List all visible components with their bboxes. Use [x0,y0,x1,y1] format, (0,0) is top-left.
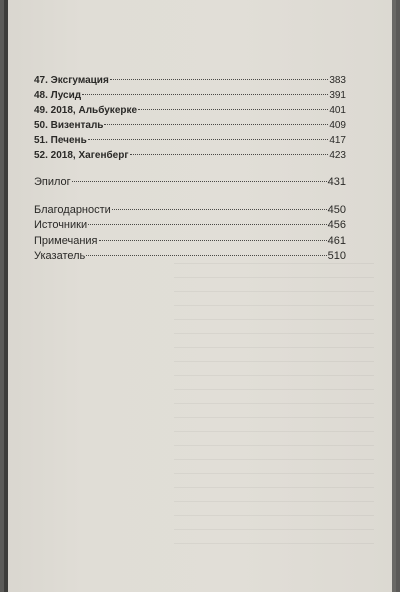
toc-entry-title: Источники [34,219,88,231]
toc-entry-title: Эпилог [34,176,71,188]
dot-leader [88,223,327,225]
toc-entry-title: 51. Печень [34,135,87,146]
toc-entry-title: 52. 2018, Хагенберг [34,150,129,161]
section-spacer [34,191,346,203]
toc-entry-page: 431 [327,176,346,188]
toc-entry-epilogue[interactable] [34,175,346,191]
toc-entry-title: 50. Визенталь [34,120,104,131]
toc-entry-title: 47. Эксгумация [34,75,109,86]
dot-leader [82,93,328,95]
dot-leader [112,208,327,210]
toc-entry-chapter-47[interactable] [34,73,346,88]
toc-entry-acknowledgements[interactable] [34,203,346,219]
toc-entry-chapter-50[interactable] [34,118,346,133]
show-through-text [174,250,374,550]
toc-entry-page: 450 [327,203,346,216]
toc-entry-page: 510 [327,250,346,262]
dot-leader [138,108,328,110]
toc-entry-page: 423 [329,150,346,161]
toc-entry-page: 391 [329,90,346,101]
toc-entry-page: 456 [327,219,346,231]
toc-entry-title: Благодарности [34,203,111,216]
toc-entry-notes[interactable] [34,234,346,250]
toc-entry-page: 417 [329,135,346,146]
book-page [4,0,396,592]
toc-entry-chapter-49[interactable] [34,103,346,118]
toc-entry-chapter-51[interactable] [34,133,346,148]
toc-entry-title: Примечания [34,234,98,247]
dot-leader [72,180,327,182]
table-of-contents [34,73,346,265]
toc-entry-title: Указатель [34,250,86,262]
toc-entry-chapter-48[interactable] [34,88,346,103]
toc-entry-title: 49. 2018, Альбукерке [34,105,138,116]
dot-leader [88,138,329,140]
dot-leader [86,254,326,256]
page-left-edge [4,0,8,592]
page-right-edge [392,0,396,592]
toc-entry-page: 383 [329,75,346,86]
dot-leader [110,78,329,80]
toc-entry-title: 48. Лусид [34,90,82,101]
dot-leader [130,153,329,155]
toc-entry-page: 409 [329,120,346,131]
toc-entry-index[interactable] [34,249,346,265]
section-spacer [34,163,346,175]
toc-entry-page: 461 [327,234,346,247]
toc-entry-page: 401 [329,105,346,116]
dot-leader [99,239,327,241]
toc-entry-sources[interactable] [34,218,346,234]
toc-entry-chapter-52[interactable] [34,148,346,163]
dot-leader [104,123,328,125]
